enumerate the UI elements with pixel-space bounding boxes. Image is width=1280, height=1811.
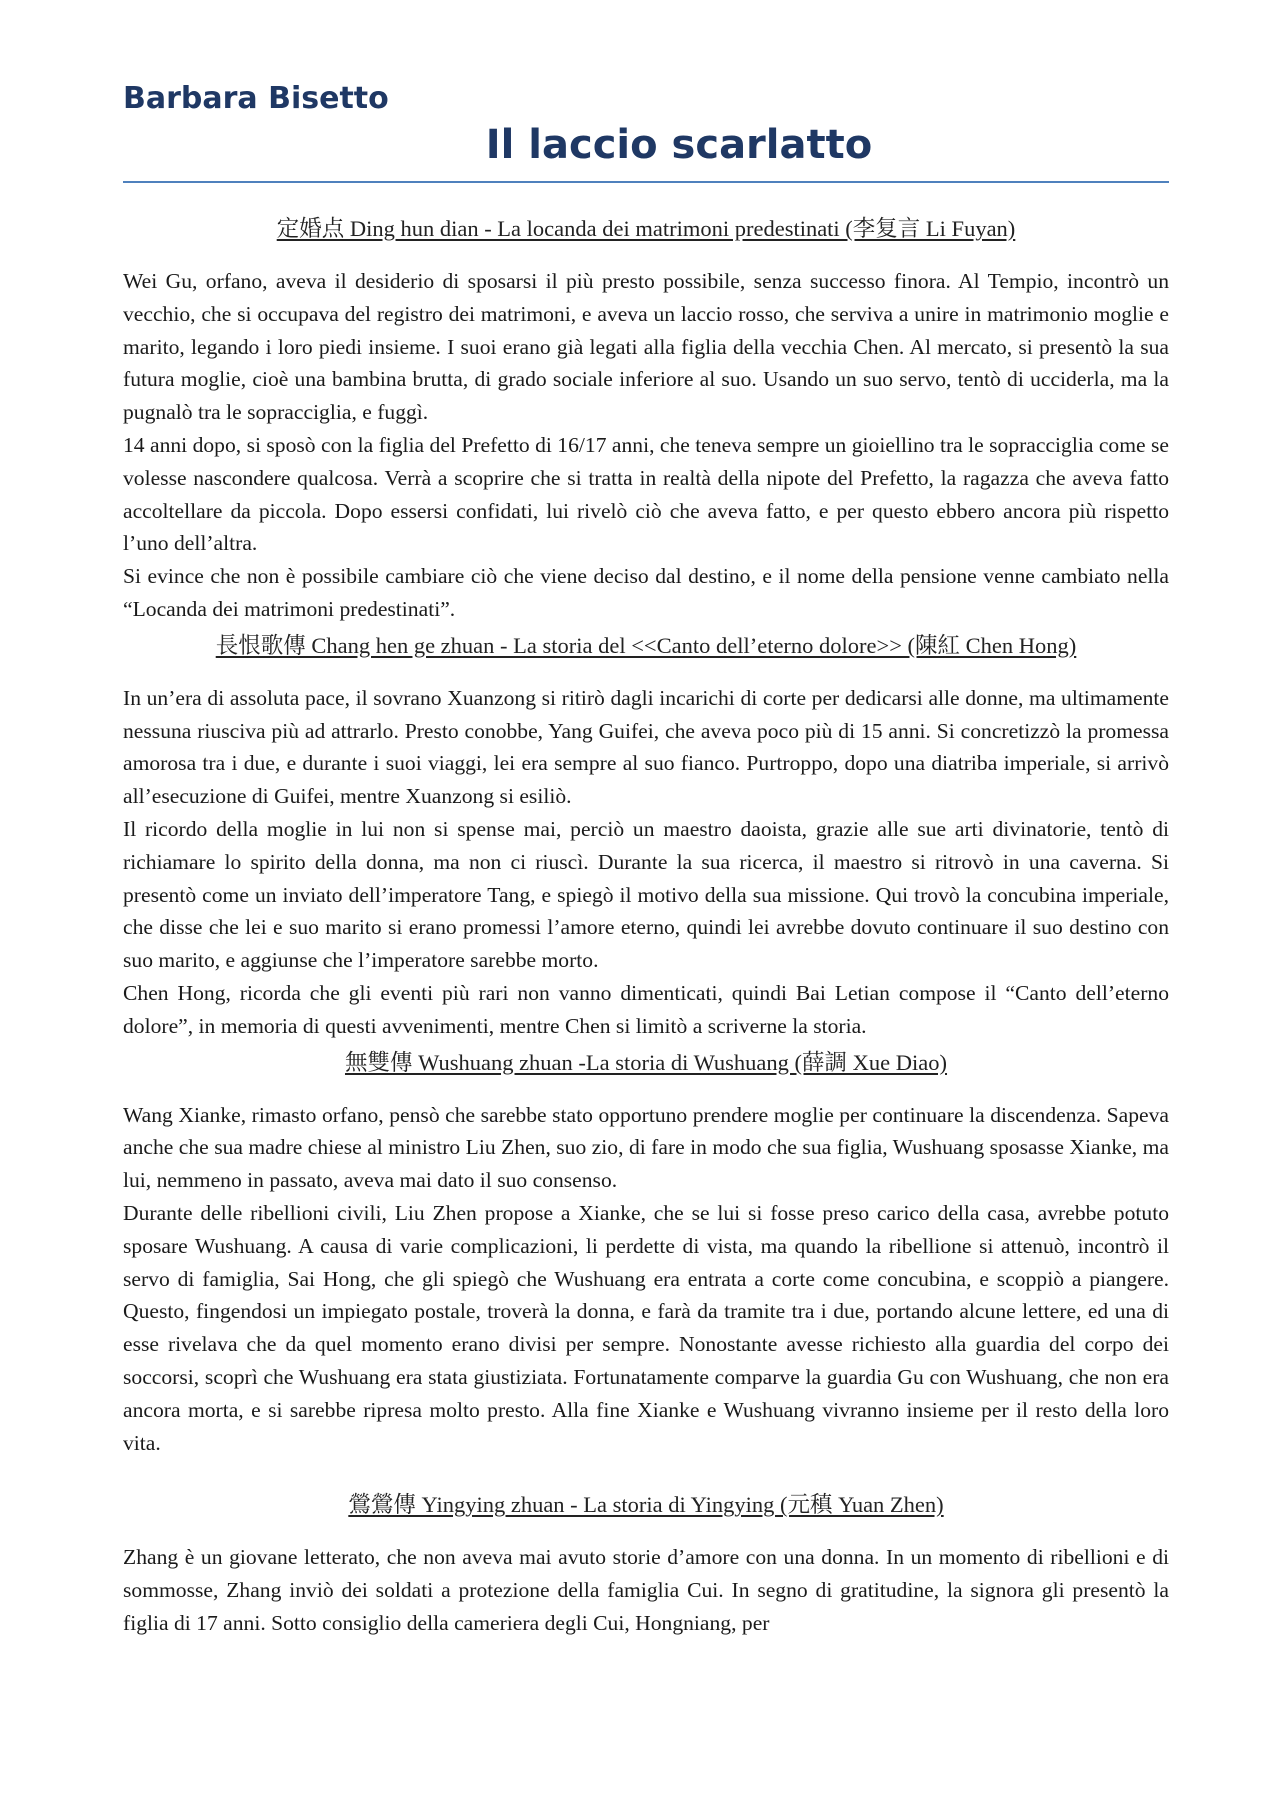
section-heading: 無雙傳 Wushuang zhuan -La storia di Wushuang (薛調 Xue Diao) [344, 1049, 948, 1075]
section-paragraph: 14 anni dopo, si sposò con la figlia del Prefetto di 16/17 anni, che teneva sempre un gioiellino tra le sopracciglia come se volesse nascondere qualcosa. Verrà a scoprire che si tratta in realtà della nipote del Prefetto, la ragazza che aveva fatto accoltellare da piccola. Dopo essersi confidati, lui rivelò ciò che aveva fatto, e per questo ebbero ancora più rispetto l’uno dell’altra. [123, 432, 1169, 556]
section-paragraph: Chen Hong, ricorda che gli eventi più rari non vanno dimenticati, quindi Bai Letian compose il “Canto dell’eterno dolore”, in memoria di questi avvenimenti, mentre Chen si limitò a scriverne la storia. [123, 980, 1169, 1038]
section-yingying-zhuan [123, 1489, 1169, 1639]
document-title: Il laccio scarlatto [485, 122, 873, 168]
section-paragraph: Wei Gu, orfano, aveva il desiderio di sposarsi il più presto possibile, senza successo finora. Al Tempio, incontrò un vecchio, che si occupava del registro dei matrimoni, e aveva un laccio rosso, che serviva a unire in matrimonio moglie e marito, legando i loro piedi insieme. I suoi erano già legati alla figlia della vecchia Chen. Al mercato, si presentò la sua futura moglie, cioè una bambina brutta, di grado sociale inferiore al suo. Usando un suo servo, tentò di ucciderla, ma la pugnalò tra le sopracciglia, e fuggì. [123, 269, 1169, 425]
section-heading: 定婚点 Ding hun dian - La locanda dei matrimoni predestinati (李复言 Li Fuyan) [276, 216, 1016, 241]
section-chang-hen-ge-zhuan [123, 630, 1169, 1043]
section-paragraph: Wang Xianke, rimasto orfano, pensò che sarebbe stato opportuno prendere moglie per continuare la discendenza. Sapeva anche che sua madre chiese al ministro Liu Zhen, suo zio, di fare in modo che sua figlia, Wushuang sposasse Xianke, ma lui, nemmeno in passato, aveva mai dato il suo consenso. [123, 1102, 1169, 1193]
section-paragraph: Zhang è un giovane letterato, che non aveva mai avuto storie d’amore con una donna. In un momento di ribellioni e di sommosse, Zhang inviò dei soldati a protezione della famiglia Cui. In segno di gratitudine, la signora gli presentò la figlia di 17 anni. Sotto consiglio della cameriera degli Cui, Hongniang, per [123, 1545, 1169, 1635]
section-paragraph: Il ricordo della moglie in lui non si spense mai, perciò un maestro daoista, grazie alle sue arti divinatorie, tentò di richiamare lo spirito della donna, ma non ci riuscì. Durante la sua ricerca, il maestro si ritrovò in una caverna. Si presentò come un inviato dell’imperatore Tang, e spiegò il motivo della sua missione. Qui trovò la concubina imperiale, che disse che lei e suo marito si erano promessi l’amore eterno, quindi lei avrebbe dovuto continuare il suo destino con suo marito, e aggiunse che l’imperatore sarebbe morto. [123, 816, 1169, 973]
section-ding-hun-dian [123, 213, 1169, 626]
document-page [123, 78, 1169, 1640]
author-name: Barbara Bisetto [123, 81, 389, 116]
section-heading: 鶯鶯傳 Yingying zhuan - La storia di Yingying (元稹 Yuan Zhen) [348, 1492, 944, 1518]
section-heading: 長恨歌傳 Chang hen ge zhuan - La storia del <<Canto dell’eterno dolore>> (陳紅 Chen Hong) [215, 632, 1077, 658]
title-divider [123, 181, 1169, 183]
section-paragraph: Si evince che non è possibile cambiare ciò che viene deciso dal destino, e il nome della pensione venne cambiato nella “Locanda dei matrimoni predestinati”. [123, 564, 1169, 621]
section-paragraph: In un’era di assoluta pace, il sovrano Xuanzong si ritirò dagli incarichi di corte per dedicarsi alle donne, ma ultimamente nessuna riusciva più ad attrarlo. Presto conobbe, Yang Guifei, che aveva poco più di 15 anni. Si concretizzò la promessa amorosa tra i due, e durante i suoi viaggi, lei era sempre al suo fianco. Purtroppo, dopo una diatriba imperiale, si arrivò all’esecuzione di Guifei, mentre Xuanzong si esiliò. [123, 685, 1169, 809]
section-paragraph: Durante delle ribellioni civili, Liu Zhen propose a Xianke, che se lui si fosse preso carico della casa, avrebbe potuto sposare Wushuang. A causa di varie complicazioni, li perdette di vista, ma quando la ribellione si attenuò, incontrò il servo di famiglia, Sai Hong, che gli spiegò che Wushuang era entrata a corte come concubina, e scoppiò a piangere. Questo, fingendosi un impiegato postale, troverà la donna, e farà da tramite tra i due, portando alcune lettere, ed una di esse rivelava che da quel momento erano divisi per sempre. Nonostante avesse richiesto alla guardia del corpo dei soccorsi, scoprì che Wushuang era stata giustiziata. Fortunatamente comparve la guardia Gu con Wushuang, che non era ancora morta, e si sarebbe ripresa molto presto. Alla fine Xianke e Wushuang vivranno insieme per il resto della loro vita. [123, 1200, 1169, 1455]
section-wushuang-zhuan [123, 1047, 1169, 1460]
